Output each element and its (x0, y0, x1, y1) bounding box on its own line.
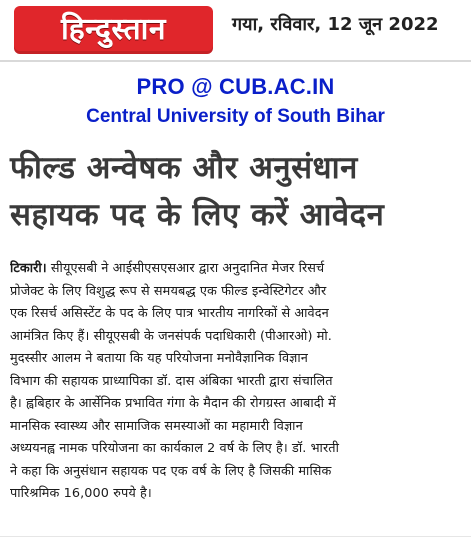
dateline: गया, रविवार, 12 जून 2022 (232, 14, 439, 35)
pro-credit: PRO @ CUB.AC.IN (136, 74, 335, 99)
newspaper-masthead (14, 6, 213, 54)
article-line: विभाग की सहायक प्राध्यापिका डॉ. दास अंबिका भारती द्वारा संचालित (10, 373, 333, 389)
article-body (10, 258, 462, 506)
headline-line-2: सहायक पद के लिए करें आवेदन (10, 197, 385, 233)
article-line: है। ह्वबिहार के आर्सेनिक प्रभावित गंगा के मैदान की रोगग्रस्त आबादी में (10, 396, 336, 411)
article-line: पारिश्रमिक 16,000 रुपये है। (10, 486, 152, 501)
university-name: Central University of South Bihar (86, 106, 385, 127)
article-line: अध्ययनह्व नामक परियोजना का कार्यकाल 2 वर्ष के लिए है। डॉ. भारती (10, 441, 340, 456)
article-line: ने कहा कि अनुसंधान सहायक पद एक वर्ष के लिए है जिसकी मासिक (10, 463, 332, 479)
headline-line-1: फील्ड अन्वेषक और अनुसंधान (10, 150, 358, 186)
article-line (10, 258, 462, 281)
article-headline (10, 145, 462, 239)
article-line: आमंत्रित किए हैं। सीयूएसबी के जनसंपर्क पदाधिकारी (पीआरओ) मो. (10, 328, 332, 344)
header-divider (0, 60, 471, 62)
newspaper-name: हिन्दुस्तान (60, 12, 167, 47)
article-line: मानसिक स्वास्थ्य और सामाजिक समस्याओं का महामारी विज्ञान (10, 418, 303, 434)
article-text: सीयूएसबी ने आईसीएसएसआर द्वारा अनुदानित मेजर रिसर्च (50, 261, 325, 276)
article-line: मुदस्सीर आलम ने बताया कि यह परियोजना मनोवैज्ञानिक विज्ञान (10, 351, 308, 366)
bottom-divider (0, 536, 471, 537)
article-place: टिकारी। (10, 261, 47, 276)
article-line: एक रिसर्च असिस्टेंट के पद के लिए पात्र भारतीय नागरिकों से आवेदन (10, 306, 329, 321)
article-line: प्रोजेक्ट के लिए विशुद्ध रूप से समयबद्ध एक फील्ड इन्वेस्टिगेटर और (10, 283, 327, 299)
